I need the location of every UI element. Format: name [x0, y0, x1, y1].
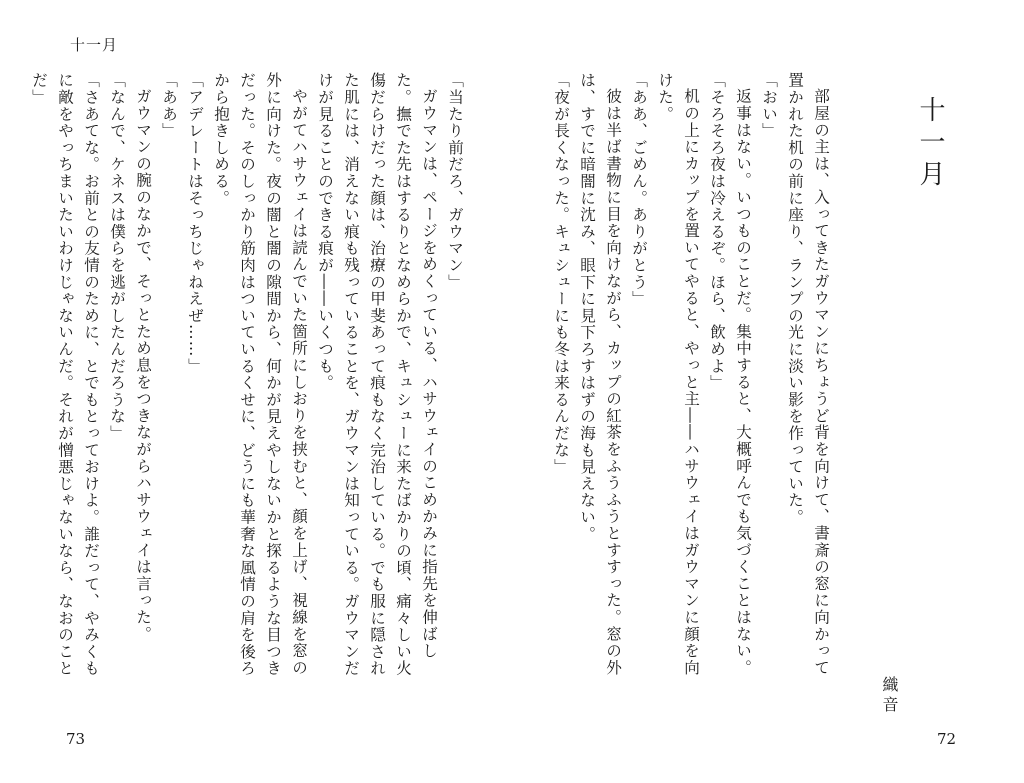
author-name: 織音	[880, 676, 899, 716]
page-number-right: 72	[937, 730, 957, 748]
left-page-text	[30, 72, 468, 682]
paragraph: 机の上にカップを置いてやると、やっと主――ハサウェイはガウマンに顔を向けた。	[656, 72, 700, 676]
paragraph: やがてハサウェイは読んでいた箇所にしおりを挟むと、顔を上げ、視線を窓の外に向けた。夜の闇と闇の隙間から、何かが見えやしないかと探るような目つきだった。そのしっかり筋肉はついているくせに、どうにも華奢な風情の肩を後ろから抱きしめる。	[212, 72, 308, 677]
paragraph: 「当たり前だろ、ガウマン」	[446, 72, 464, 291]
paragraph: 「ああ」	[160, 72, 178, 140]
page-number-left: 73	[66, 730, 86, 748]
paragraph: 返事はない。いつものことだ。集中すると、大概呼んでも気づくことはない。	[734, 87, 752, 676]
paragraph: ガウマンは、ページをめくっている、ハサウェイのこめかみに指先を伸ばした。撫でた先はするりとなめらかで、キュシューに来たばかりの頃、痛々しい火傷だらけだった顔は、治療の甲斐あって痕もなく完治している。でも服に隠された肌には、消えない痕も残っていることを、ガウマンは知っている。ガウマンだけが見ることのできる痕が――いくつも。	[316, 72, 438, 677]
paragraph: 「そろそろ夜は冷えるぞ。ほら、飲めよ」	[708, 72, 726, 392]
right-page-text	[552, 72, 834, 682]
paragraph: 「さあてな。お前との友情のために、とでもとっておけよ。誰だって、やみくもに敵をやっちまいたいわけじゃないんだ。それが憎悪じゃないなら、なおのことだ」	[30, 72, 100, 677]
paragraph: ガウマンの腕のなかで、そっとため息をつきながらハサウェイは言った。	[134, 87, 152, 642]
paragraph: 部屋の主は、入ってきたガウマンにちょうど背を向けて、書斎の窓に向かって置かれた机の前に座り、ランプの光に淡い影を作っていた。	[786, 72, 830, 676]
paragraph: 「夜が長くなった。キュシューにも冬は来るんだな」	[552, 72, 570, 476]
paragraph: 彼は半ば書物に目を向けながら、カップの紅茶をふうふうとすすった。窓の外は、すでに暗闇に沈み、眼下に見下ろすはずの海も見えない。	[578, 72, 622, 676]
paragraph: 「なんで、ケネスは僕らを逃がしたんだろうな」	[108, 72, 126, 442]
running-header: 十一月	[70, 36, 119, 54]
chapter-title: 十一月	[915, 96, 945, 192]
paragraph: 「ああ、ごめん。ありがとう」	[630, 72, 648, 308]
paragraph: 「おい」	[760, 72, 778, 140]
paragraph: 「アデレートはそっちじゃねえぜ……」	[186, 72, 204, 375]
